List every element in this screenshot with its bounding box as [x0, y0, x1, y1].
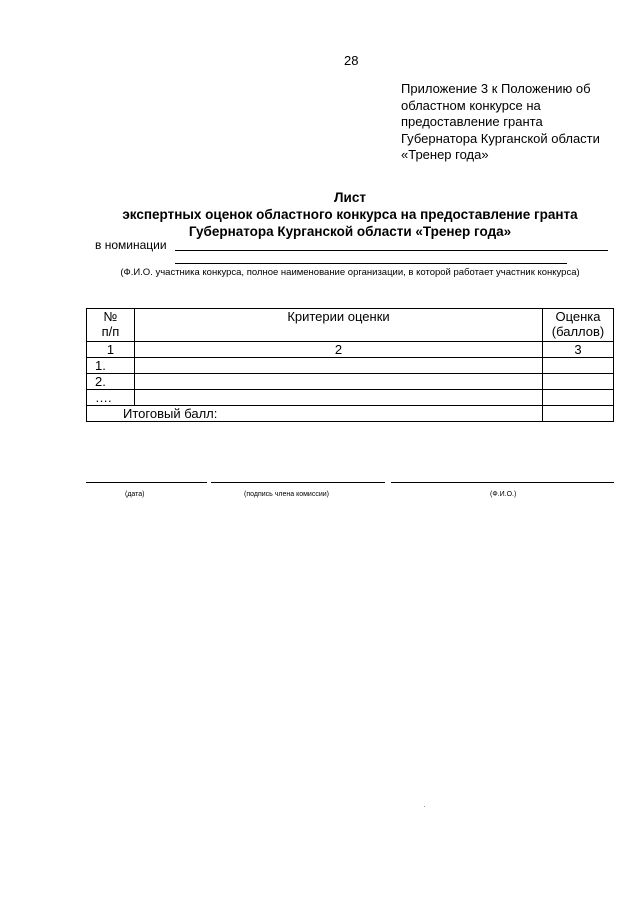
- score-cell[interactable]: [543, 374, 614, 390]
- appendix-line: предоставление гранта: [401, 114, 543, 129]
- total-label: Итоговый балл:: [87, 406, 543, 422]
- index-cell: 3: [543, 342, 614, 358]
- title-line: Губернатора Курганской области «Тренер года»: [188, 224, 512, 239]
- criteria-cell[interactable]: [135, 358, 543, 374]
- fio-caption: (Ф.И.О.): [490, 491, 517, 498]
- document-title: [85, 189, 615, 240]
- row-number: 2.: [87, 374, 135, 390]
- row-number: 1.: [87, 358, 135, 374]
- header-score-line1: Оценка: [555, 309, 601, 324]
- table-row: [87, 358, 614, 374]
- criteria-cell[interactable]: [135, 390, 543, 406]
- date-line[interactable]: [86, 482, 207, 483]
- participant-caption: (Ф.И.О. участника конкурса, полное наименование организации, в которой работает участник конкурса): [120, 267, 580, 278]
- appendix-line: Губернатора Курганской области: [401, 130, 600, 146]
- nomination-input-line[interactable]: [175, 250, 608, 251]
- criteria-cell[interactable]: [135, 374, 543, 390]
- header-num-line2: п/п: [101, 324, 120, 339]
- page-number: 28: [344, 53, 359, 68]
- appendix-note: [401, 81, 631, 164]
- title-line: экспертных оценок областного конкурса на предоставление гранта: [122, 207, 578, 222]
- header-num-line1: №: [103, 309, 118, 324]
- signature-line[interactable]: [211, 482, 385, 483]
- signature-caption: (подпись члена комиссии): [244, 491, 329, 498]
- criteria-table: [86, 308, 614, 422]
- participant-input-line[interactable]: [175, 263, 567, 264]
- table-index-row: [87, 342, 614, 358]
- index-cell: 2: [135, 342, 543, 358]
- appendix-line: областном конкурсе на: [401, 97, 541, 113]
- appendix-line: Приложение 3 к Положению об: [401, 81, 591, 96]
- header-score: [543, 309, 614, 342]
- date-caption: (дата): [125, 491, 145, 498]
- score-cell[interactable]: [543, 390, 614, 406]
- scan-speck: [424, 806, 425, 807]
- table-header-row: [87, 309, 614, 342]
- table-total-row: [87, 406, 614, 422]
- header-num: [87, 309, 135, 342]
- signature-lines: [86, 482, 614, 483]
- total-score-cell[interactable]: [543, 406, 614, 422]
- title-line: Лист: [334, 190, 366, 205]
- header-score-line2: (баллов): [551, 324, 605, 339]
- header-criteria: Критерии оценки: [135, 309, 543, 342]
- nomination-label: в номинации: [95, 238, 167, 252]
- index-cell: 1: [87, 342, 135, 358]
- fio-line[interactable]: [391, 482, 614, 483]
- table-row: [87, 374, 614, 390]
- row-number: ….: [87, 390, 135, 406]
- appendix-line: «Тренер года»: [401, 147, 489, 162]
- score-cell[interactable]: [543, 358, 614, 374]
- table-row: [87, 390, 614, 406]
